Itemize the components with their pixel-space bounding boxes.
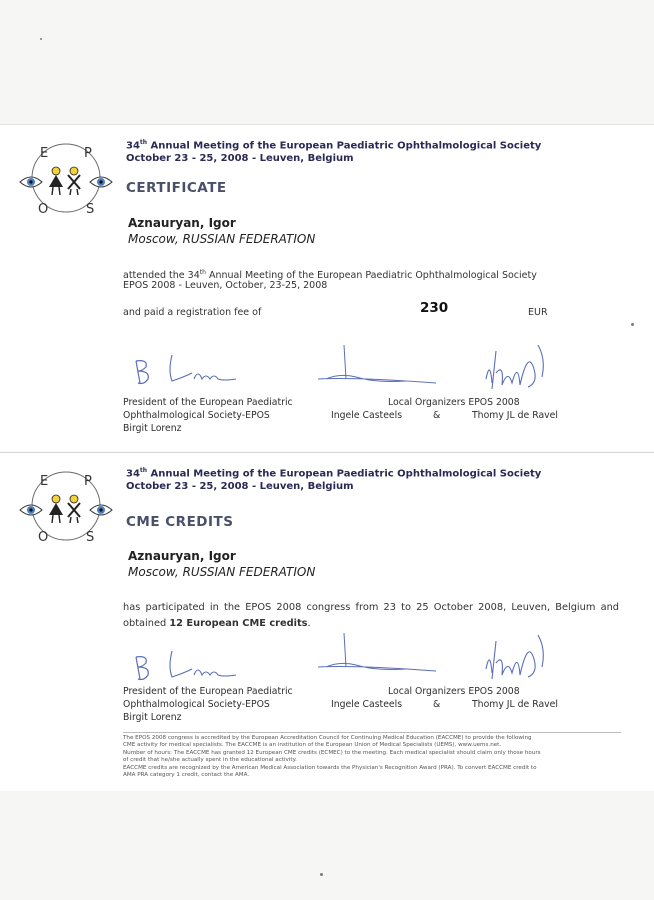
organizer1-name: Ingele Casteels <box>331 410 403 421</box>
organizer2-signature-icon <box>478 339 554 395</box>
president-name: Birgit Lorenz <box>123 712 182 723</box>
certificate-title: CERTIFICATE <box>126 180 227 196</box>
president-title-line2: Ophthalmological Society-EPOS <box>123 699 270 710</box>
logo-letter-e: E <box>40 474 49 489</box>
footnote-line: The EPOS 2008 congress is accredited by the European Accreditation Council for Continuing Medical Education (EACCME) to provide the following <box>123 735 532 741</box>
logo-letter-s: S <box>86 530 95 545</box>
participant-name: Aznauryan, Igor <box>128 549 236 563</box>
footnote-line: of credit that he/she actually spent in the educational activity. <box>123 757 297 764</box>
logo-letter-p: P <box>84 146 92 161</box>
footnote-divider <box>123 732 621 733</box>
footnote-line: Number of hours: The EACCME has granted 12 European CME credits (ECMEC) to the meeting. Each medical specialist should claim only those hours <box>123 749 541 756</box>
accreditation-footnote <box>123 735 621 779</box>
organizer1-name: Ingele Casteels <box>331 699 403 710</box>
fee-amount: 230 <box>420 300 449 316</box>
cme-credits-sheet <box>0 452 654 791</box>
participant-name: Aznauryan, Igor <box>128 216 236 230</box>
ampersand: & <box>433 699 441 710</box>
footnote-line: AMA PRA category 1 credit, contact the AMA. <box>123 772 250 779</box>
organizer2-name: Thomy JL de Ravel <box>472 410 558 421</box>
attendance-statement: attended the 34th Annual Meeting of the European Paediatric Ophthalmological Society <box>123 269 537 282</box>
local-organizers-title: Local Organizers EPOS 2008 <box>388 686 520 697</box>
epos-logo-icon <box>18 463 114 549</box>
president-signature-icon <box>132 647 242 687</box>
president-signature-icon <box>132 351 242 391</box>
meeting-dates: October 23 - 25, 2008 - Leuven, Belgium <box>126 481 354 492</box>
president-name: Birgit Lorenz <box>123 423 182 434</box>
president-title-line1: President of the European Paediatric <box>123 397 293 408</box>
logo-letter-o: O <box>38 202 49 217</box>
organizer2-signature-icon <box>478 629 554 685</box>
fee-currency: EUR <box>528 307 548 318</box>
logo-letter-p: P <box>84 474 92 489</box>
footnote-line: EACCME credits are recognized by the American Medical Association towards the Physician's Recognition Award (PRA). To convert EACCME credit to <box>123 764 537 771</box>
organizer1-signature-icon <box>316 631 440 679</box>
meeting-dates: October 23 - 25, 2008 - Leuven, Belgium <box>126 153 354 164</box>
meeting-title: 34th Annual Meeting of the European Paediatric Ophthalmological Society <box>126 139 542 152</box>
scan-speck <box>320 873 323 876</box>
local-organizers-title: Local Organizers EPOS 2008 <box>388 397 520 408</box>
meeting-title: 34th Annual Meeting of the European Paediatric Ophthalmological Society <box>126 467 542 480</box>
certificate-sheet <box>0 124 654 451</box>
epos-logo-icon <box>18 135 114 221</box>
scan-speck <box>40 38 42 40</box>
president-title-line1: President of the European Paediatric <box>123 686 293 697</box>
cme-statement: has participated in the EPOS 2008 congress from 23 to 25 October 2008, Leuven, Belgium and obtained 12 European CME credits. <box>123 602 619 629</box>
participant-city: Moscow, RUSSIAN FEDERATION <box>128 232 316 246</box>
organizer2-name: Thomy JL de Ravel <box>472 699 558 710</box>
fee-label: and paid a registration fee of <box>123 307 262 318</box>
attendance-event: EPOS 2008 - Leuven, October, 23-25, 2008 <box>123 280 328 291</box>
logo-letter-s: S <box>86 202 95 217</box>
logo-letter-e: E <box>40 146 49 161</box>
logo-letter-o: O <box>38 530 49 545</box>
president-title-line2: Ophthalmological Society-EPOS <box>123 410 270 421</box>
participant-city: Moscow, RUSSIAN FEDERATION <box>128 565 316 579</box>
footnote-line: CME activity for medical specialists. The EACCME is an institution of the European Union of Medical Specialists (UEMS), www.uems.net. <box>123 742 502 749</box>
organizer1-signature-icon <box>316 343 440 391</box>
cme-title: CME CREDITS <box>126 514 234 530</box>
ampersand: & <box>433 410 441 421</box>
scan-speck <box>631 323 634 326</box>
